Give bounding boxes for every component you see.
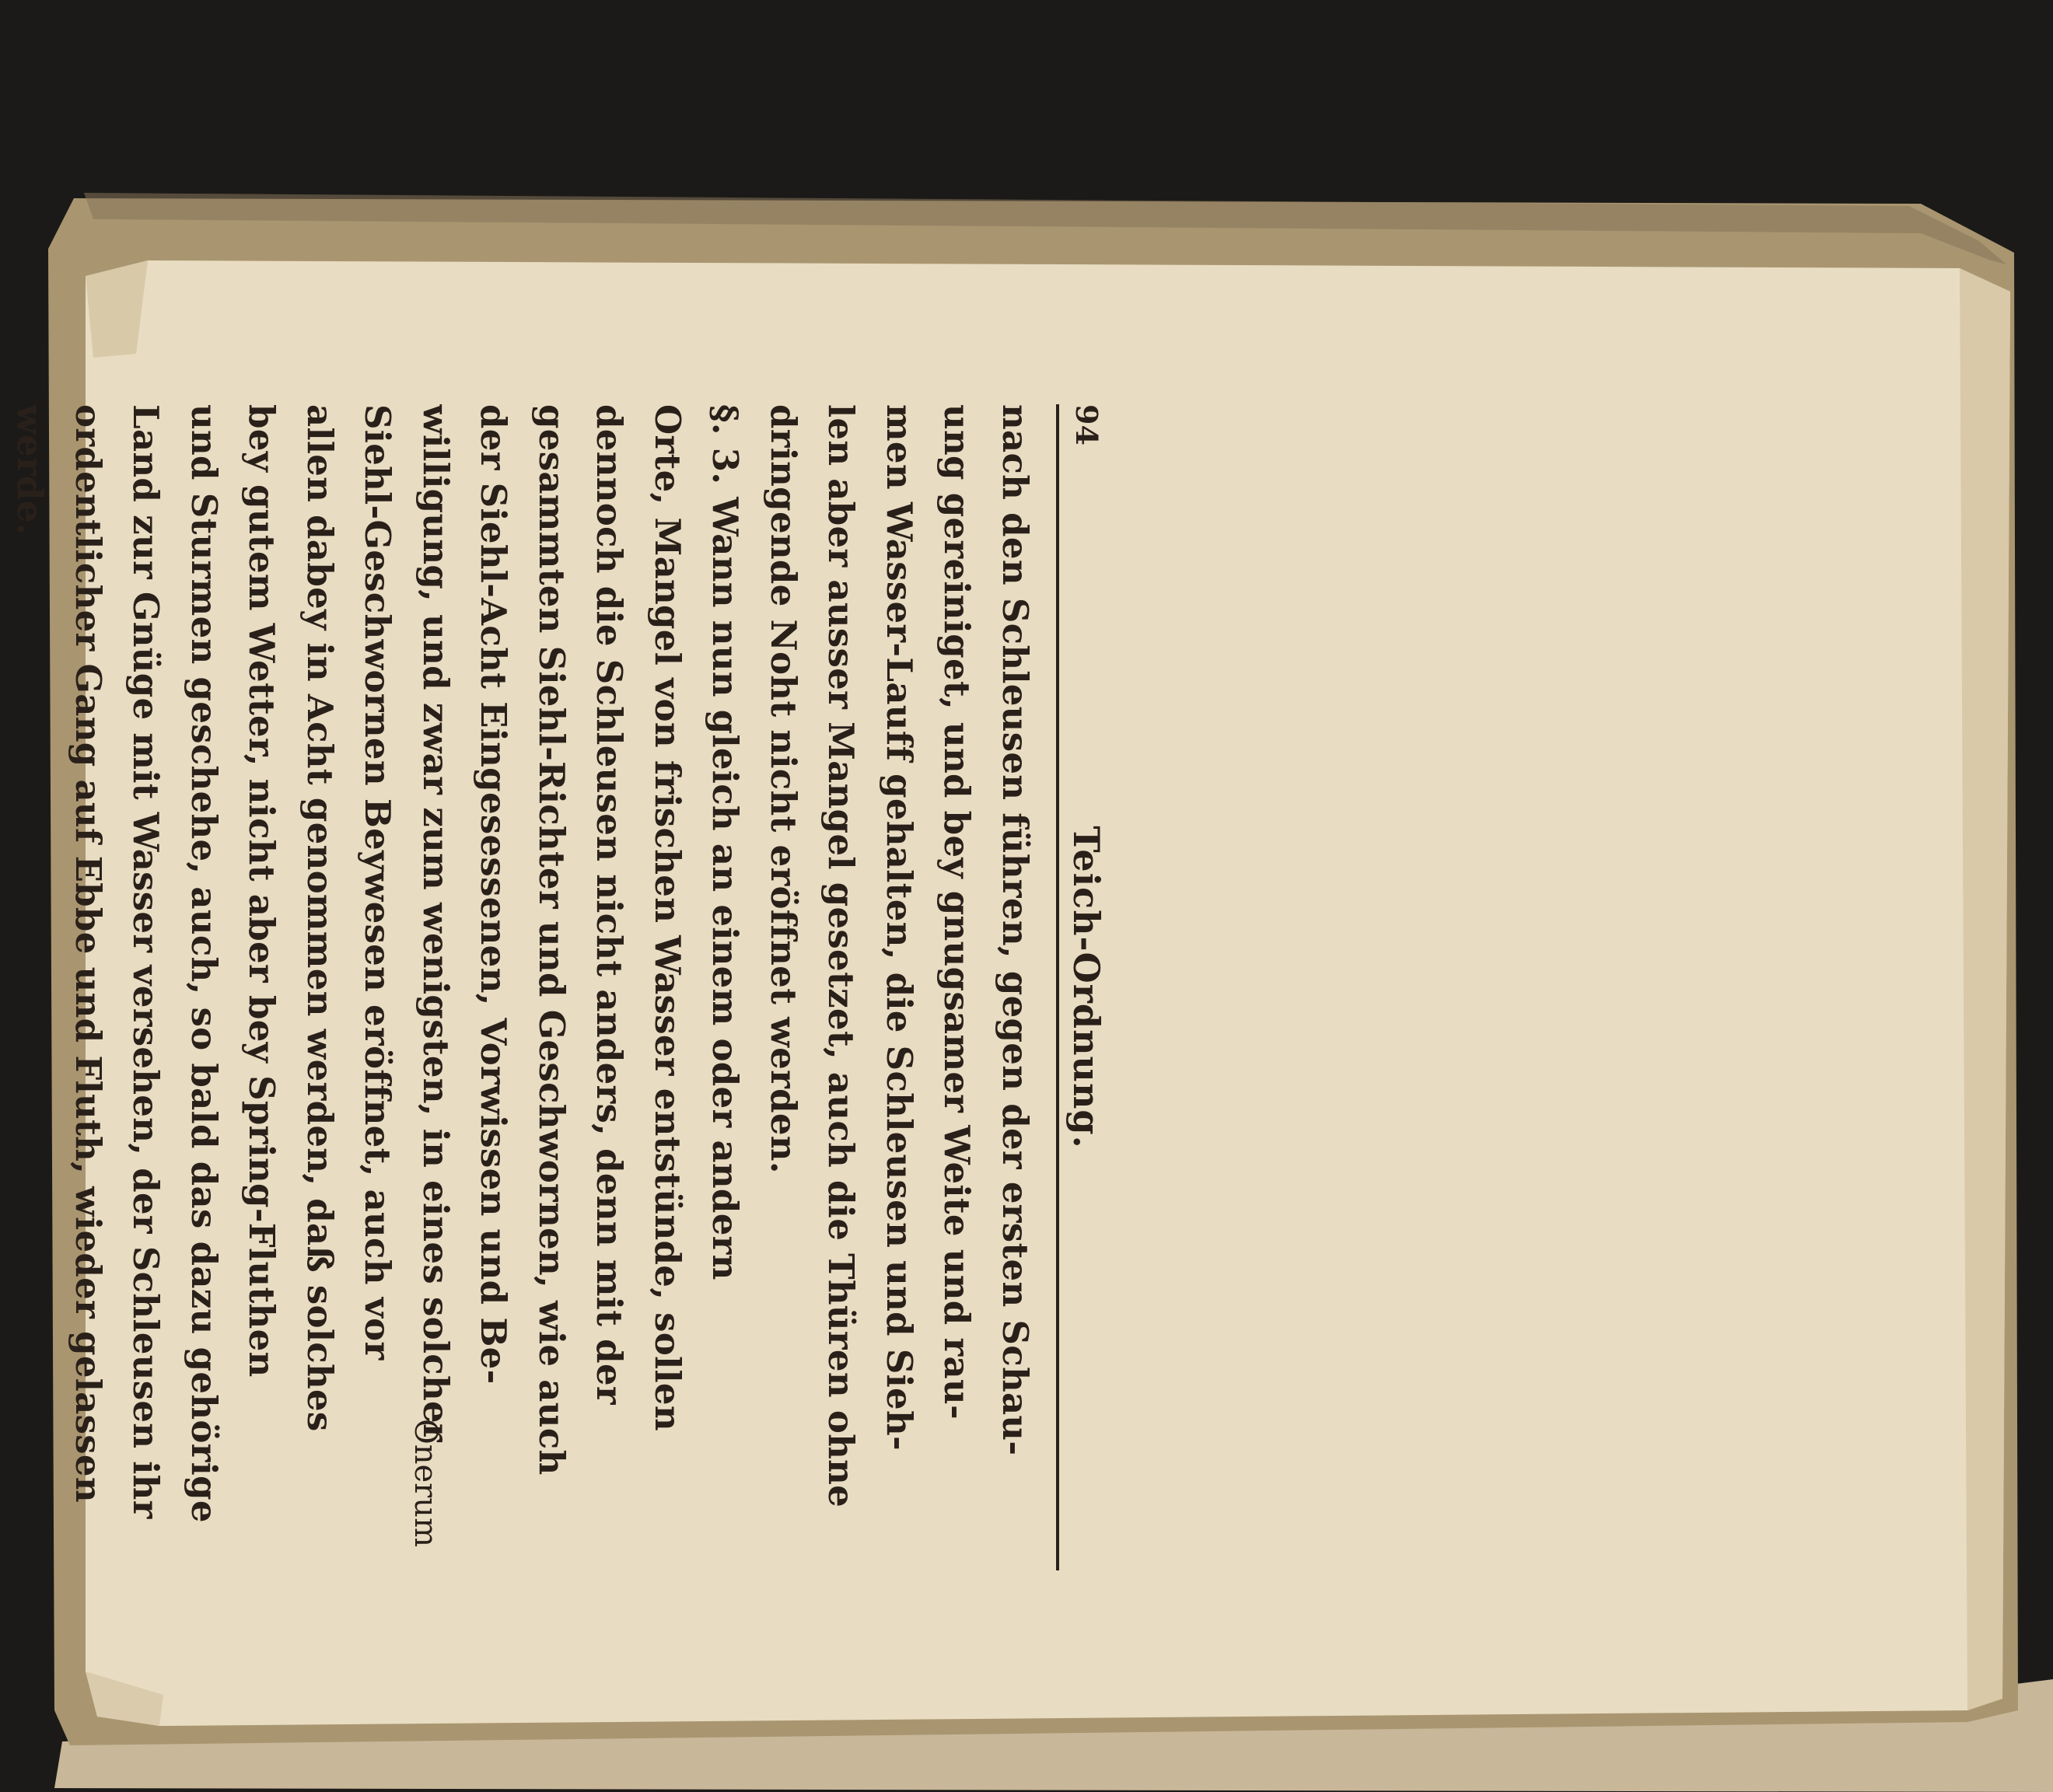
catchword: Onerum	[407, 1418, 443, 1547]
text-line: ordentlicher Gang auf Ebbe und Fluth, wieder gelassen	[68, 404, 109, 1503]
text-line: Siehl-Geschwornen Beywesen eröffnet, auch vor	[357, 404, 399, 1361]
text-line: und Sturmen geschehe, auch, so bald das dazu gehörige	[184, 404, 225, 1523]
text-line: men Wasser-Lauff gehalten, die Schleusen und Sieh-	[879, 404, 920, 1451]
body-text	[0, 404, 1044, 1570]
running-head: Teich-Ordnung.	[1065, 826, 1107, 1149]
text-line: dringende Noht nicht eröffnet werden.	[763, 404, 804, 1174]
page-number: 94	[1069, 404, 1104, 445]
text-line: allen dabey in Acht genommen werden, daß solches	[299, 404, 341, 1432]
text-line: werde.	[9, 404, 51, 536]
printed-page	[9, 404, 1107, 1570]
text-line: gesammten Siehl-Richter und Geschwornen, wie auch	[531, 404, 572, 1476]
text-line: §. 3. Wann nun gleich an einem oder andern	[705, 404, 747, 1280]
text-line: nach den Schleusen führen, gegen der ersten Schau-	[995, 404, 1036, 1456]
text-line: Land zur Gnüge mit Wasser versehen, der Schleusen ihr	[125, 404, 167, 1519]
text-line: willigung, und zwar zum wenigsten, in eines solcher	[415, 404, 456, 1442]
text-line: der Siehl-Acht Eingesessenen, Vorwissen und Be-	[473, 404, 515, 1385]
text-line: ung gereiniget, und bey gnugsamer Weite und rau-	[936, 404, 978, 1420]
text-line: dennoch die Schleusen nicht anders, denn mit der	[589, 404, 631, 1405]
text-line: bey gutem Wetter, nicht aber bey Spring-Fluthen	[241, 404, 283, 1378]
text-line	[0, 404, 1, 1570]
text-line: Orte, Mangel von frischen Wasser entstünde, sollen	[647, 404, 688, 1431]
head-rule	[1056, 404, 1059, 1570]
text-line: len aber ausser Mangel gesetzet, auch die Thüren ohne	[820, 404, 862, 1508]
